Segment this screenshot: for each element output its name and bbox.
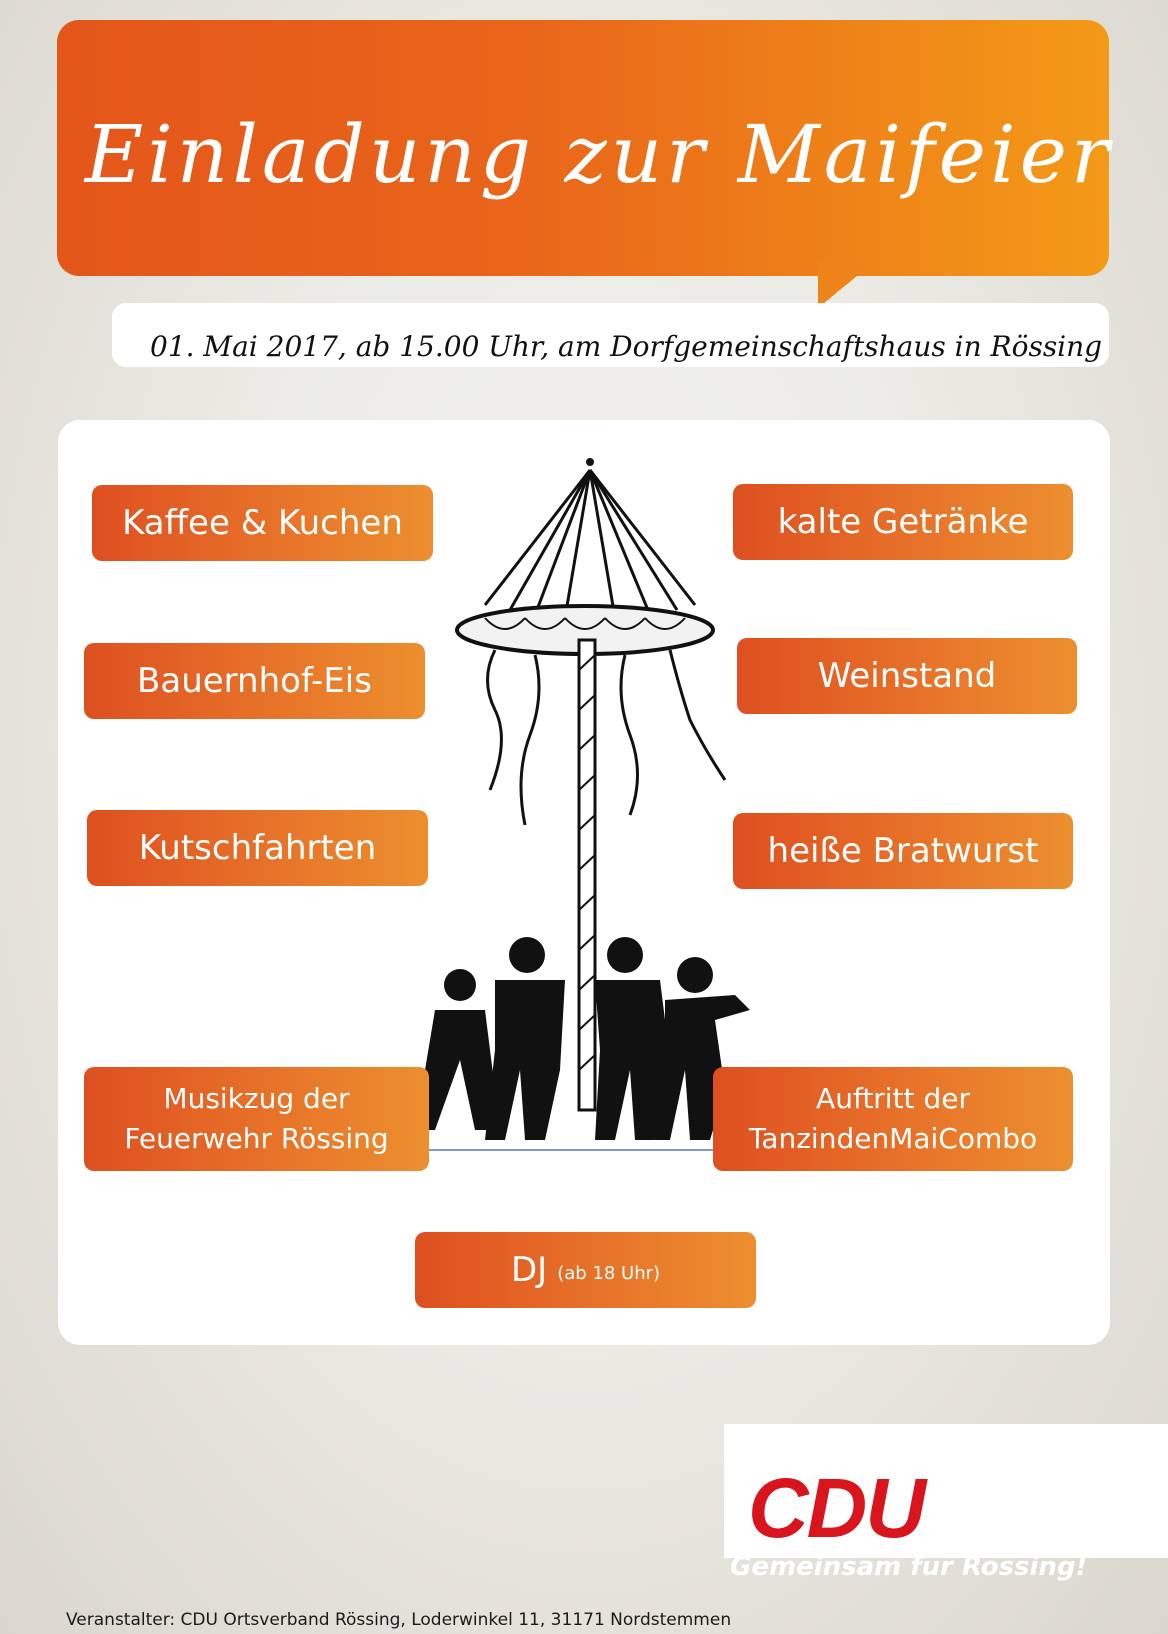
offer-dj	[415, 1232, 756, 1308]
offer-auftritt	[713, 1067, 1073, 1171]
offer-note: (ab 18 Uhr)	[557, 1263, 661, 1284]
offer-label: Kaffee & Kuchen	[122, 503, 403, 543]
page-title: Einladung zur Maifeier	[84, 108, 1114, 201]
offer-label-line2: TanzindenMaiCombo	[748, 1122, 1038, 1155]
offer-label: Bauernhof-Eis	[137, 661, 372, 701]
organizer-footer: Veranstalter: CDU Ortsverband Rössing, Loderwinkel 11, 31171 Nordstemmen	[66, 1610, 732, 1630]
offer-label: Weinstand	[817, 656, 997, 696]
event-date-line: 01. Mai 2017, ab 15.00 Uhr, am Dorfgemeinschaftshaus in Rössing	[150, 330, 1103, 363]
offer-label: DJ	[510, 1250, 548, 1290]
offer-label-line2: Feuerwehr Rössing	[124, 1122, 389, 1155]
offer-label: kalte Getränke	[777, 502, 1029, 542]
offer-label-line1: Musikzug der	[163, 1082, 350, 1115]
offer-musikzug	[84, 1067, 429, 1171]
cdu-logo: CDU	[748, 1461, 924, 1555]
offer-label: Kutschfahrten	[138, 828, 377, 868]
slogan: Gemeinsam für Rössing!	[730, 1552, 1088, 1582]
offer-label: heiße Bratwurst	[767, 831, 1039, 871]
speech-bubble-tail	[818, 262, 874, 308]
offer-bauernhof-eis	[84, 643, 425, 719]
offer-kaffee-kuchen	[92, 485, 433, 561]
offer-label-line1: Auftritt der	[816, 1082, 970, 1115]
offer-kutschfahrten	[87, 810, 428, 886]
maypole-illustration	[415, 450, 795, 1170]
